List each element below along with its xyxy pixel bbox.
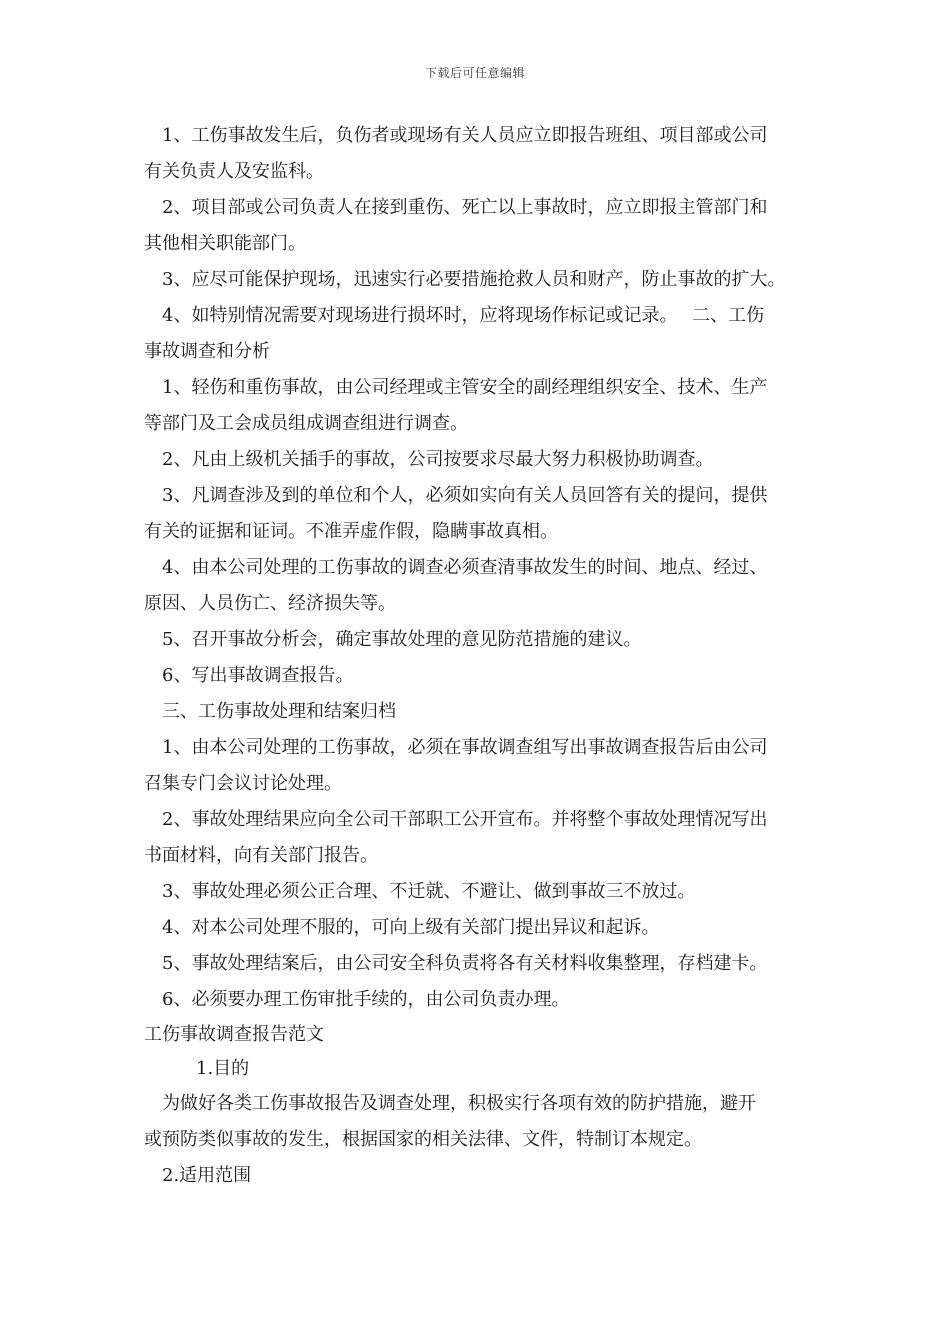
paragraph-line: 有关负责人及安监科。 [144,161,324,182]
paragraph-line: 或预防类似事故的发生，根据国家的相关法律、文件，特制订本规定。 [144,1129,702,1150]
paragraph-line: 书面材料，向有关部门报告。 [144,845,378,866]
document-body [144,118,812,1194]
document-title: 工伤事故调查报告范文 [144,1024,324,1045]
paragraph-line: 4、由本公司处理的工伤事故的调查必须查清事故发生的时间、地点、经过、 [162,557,768,578]
paragraph-line: 4、对本公司处理不服的，可向上级有关部门提出异议和起诉。 [162,917,660,938]
paragraph-line: 1、工伤事故发生后，负伤者或现场有关人员应立即报告班组、项目部或公司 [162,125,768,146]
paragraph-line: 3、凡调查涉及到的单位和个人，必须如实向有关人员回答有关的提问，提供 [162,485,768,506]
section-heading: 1.目的 [196,1058,250,1079]
paragraph-line: 其他相关职能部门。 [144,233,306,254]
paragraph-line: 6、必须要办理工伤审批手续的，由公司负责办理。 [162,989,570,1010]
paragraph-line: 2、项目部或公司负责人在接到重伤、死亡以上事故时，应立即报主管部门和 [162,197,768,218]
paragraph-line: 等部门及工会成员组成调查组进行调查。 [144,413,468,434]
paragraph-line: 5、事故处理结案后，由公司安全科负责将各有关材料收集整理，存档建卡。 [162,953,768,974]
page-header: 下载后可任意编辑 [424,66,525,80]
paragraph-line: 3、事故处理必须公正合理、不迁就、不避让、做到事故三不放过。 [162,881,696,902]
section-heading: 2.适用范围 [162,1165,252,1186]
paragraph-line: 5、召开事故分析会，确定事故处理的意见防范措施的建议。 [162,629,642,650]
paragraph-line: 4、如特别情况需要对现场进行损坏时，应将现场作标记或记录。 二、工伤 [162,305,765,326]
paragraph-line: 原因、人员伤亡、经济损失等。 [144,593,396,614]
paragraph-line: 2、凡由上级机关插手的事故，公司按要求尽最大努力积极协助调查。 [162,449,714,470]
section-heading: 三、工伤事故处理和结案归档 [162,701,396,722]
paragraph-line: 6、写出事故调查报告。 [162,665,354,686]
paragraph-line: 有关的证据和证词。不准弄虚作假，隐瞒事故真相。 [144,521,558,542]
section-heading-line: 事故调查和分析 [144,341,270,362]
paragraph-line: 1、轻伤和重伤事故，由公司经理或主管安全的副经理组织安全、技术、生产 [162,377,768,398]
paragraph-line: 召集专门会议讨论处理。 [144,773,342,794]
paragraph-line: 为做好各类工伤事故报告及调查处理，积极实行各项有效的防护措施，避开 [162,1093,756,1114]
paragraph-line: 2、事故处理结果应向全公司干部职工公开宣布。并将整个事故处理情况写出 [162,809,768,830]
paragraph-line: 3、应尽可能保护现场，迅速实行必要措施抢救人员和财产，防止事故的扩大。 [162,269,786,290]
paragraph-line: 1、由本公司处理的工伤事故，必须在事故调查组写出事故调查报告后由公司 [162,737,768,758]
